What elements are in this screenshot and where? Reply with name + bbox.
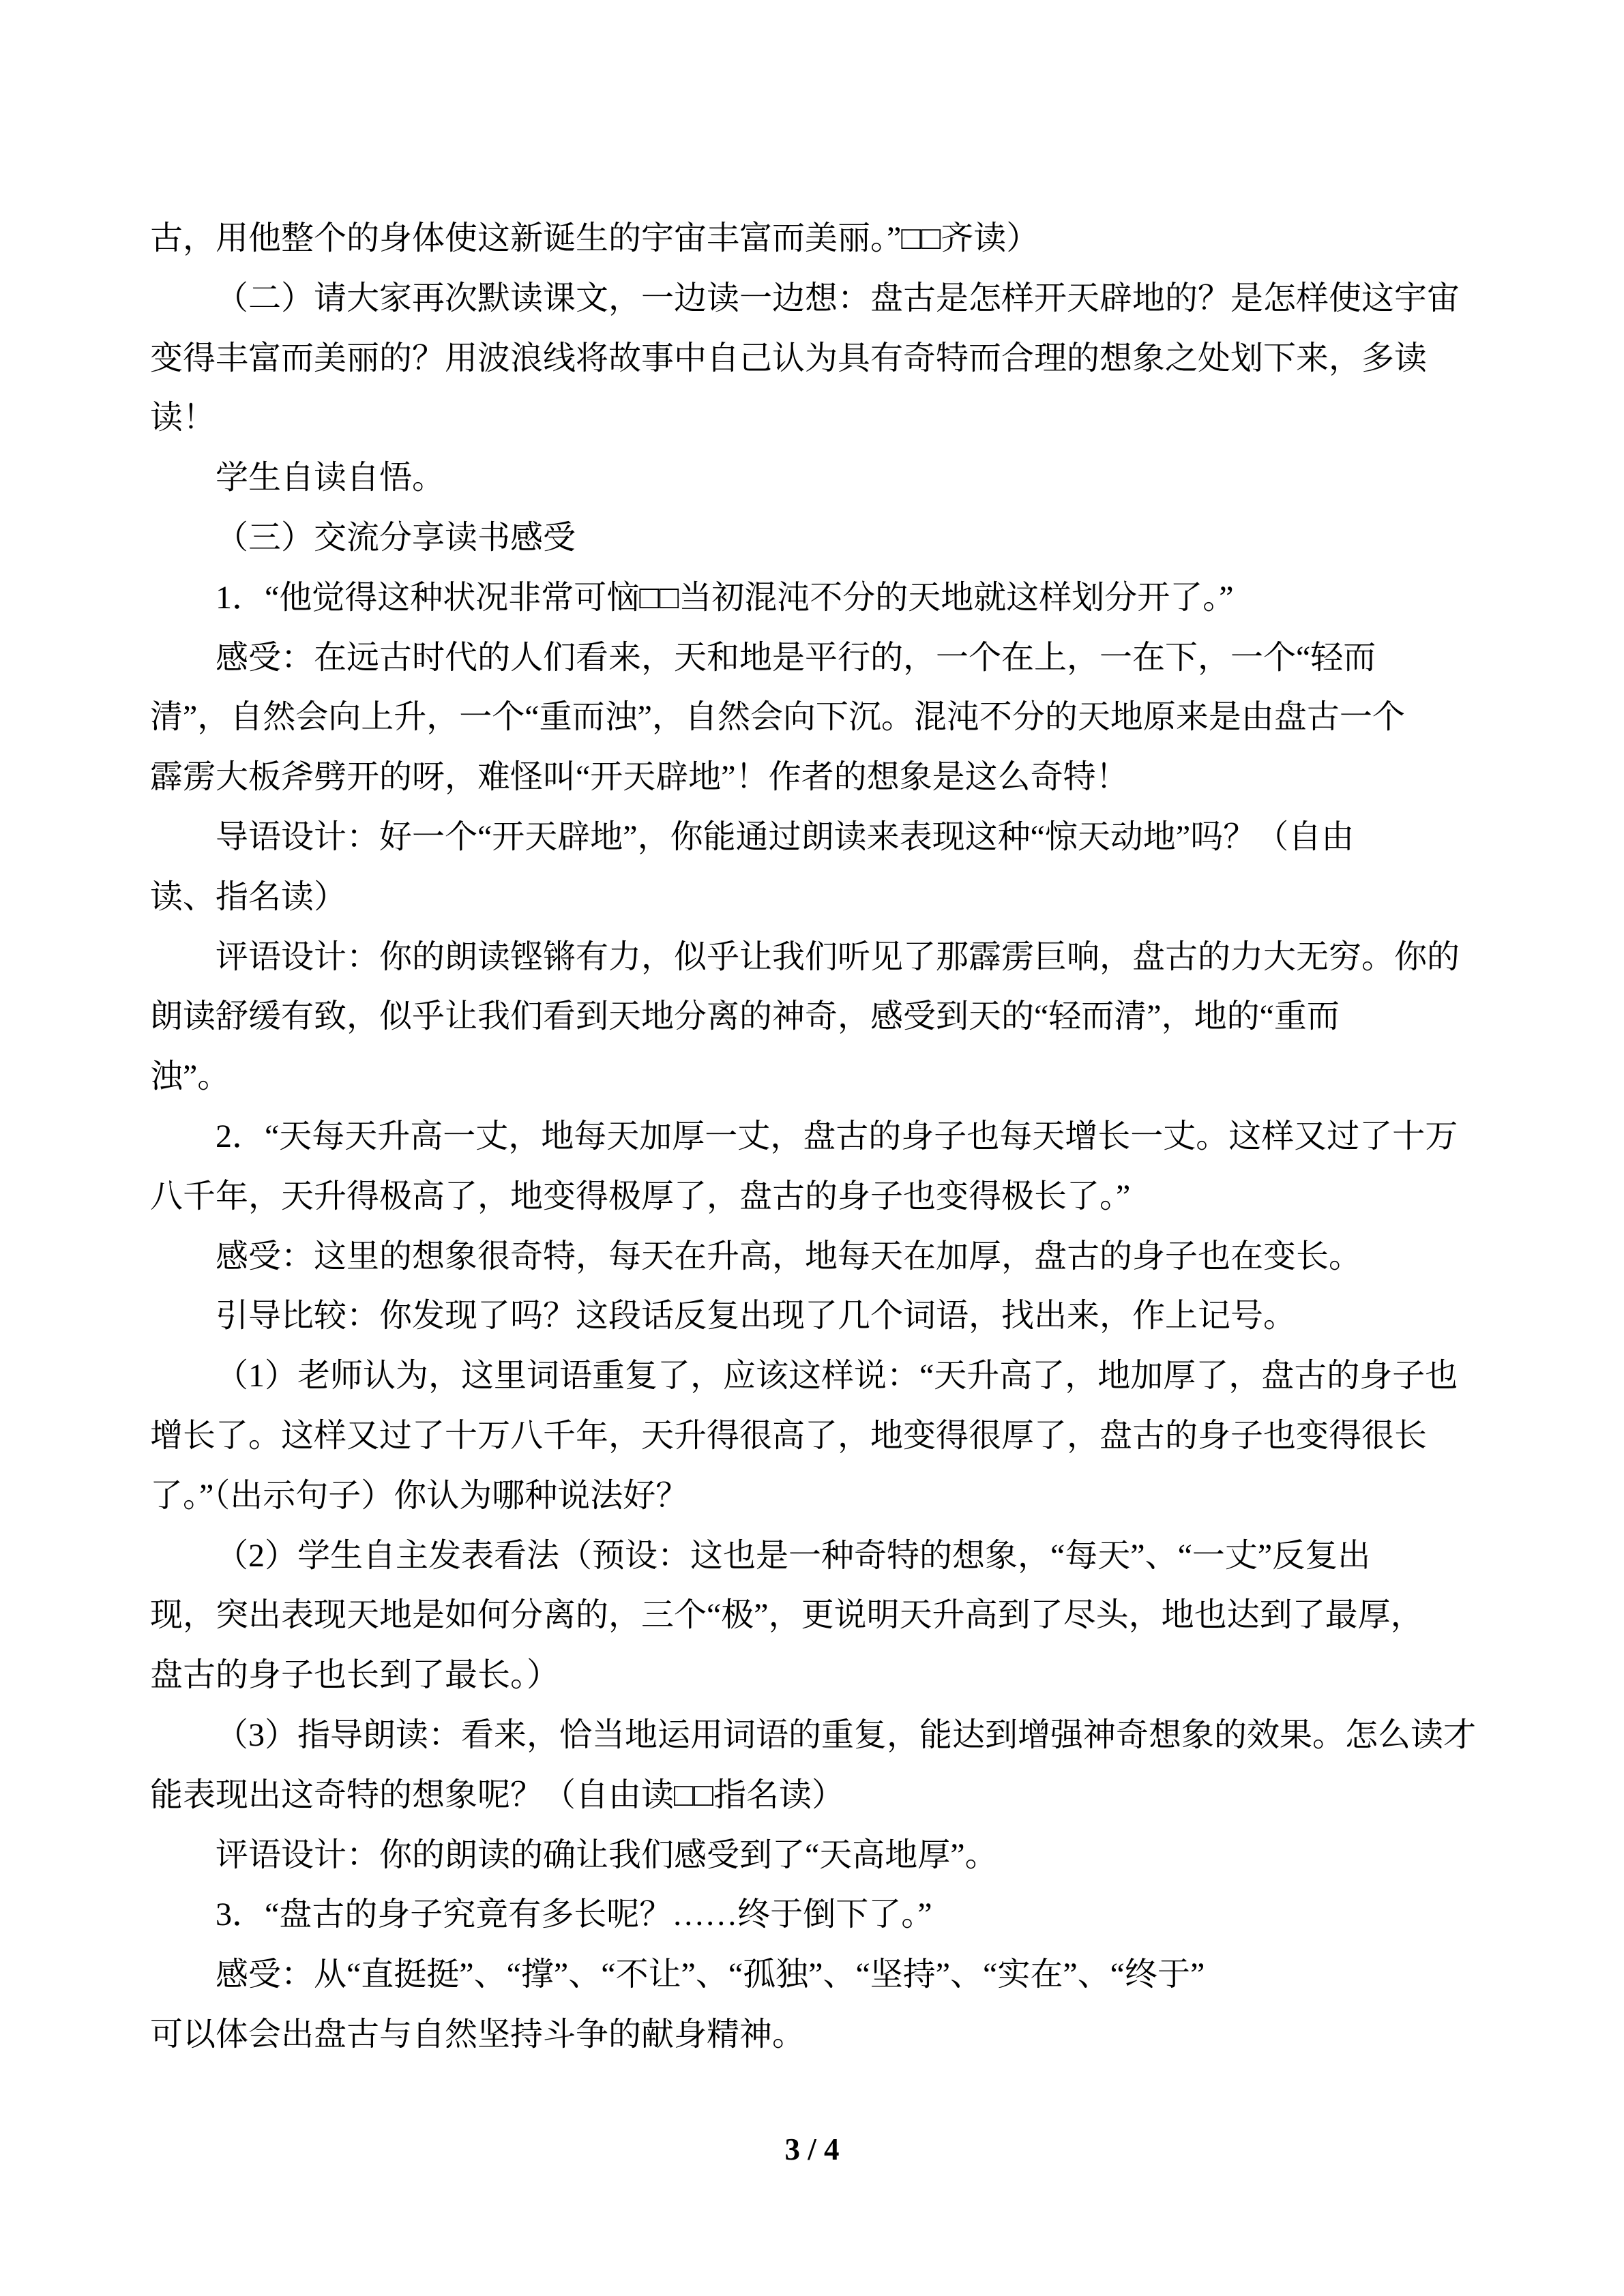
document-line: （3）指导朗读：看来，恰当地运用词语的重复，能达到增强神奇想象的效果。怎么读才 <box>216 1716 1477 1753</box>
document-line: 3．“盘古的身子究竟有多长呢？……终于倒下了。” <box>216 1896 932 1933</box>
document-line: （三）交流分享读书感受 <box>216 519 576 556</box>
document-line: 现，突出表现天地是如何分离的，三个“极”，更说明天升高到了尽头，地也达到了最厚， <box>150 1597 1423 1634</box>
document-line: 盘古的身子也长到了最长。） <box>150 1657 560 1694</box>
document-line: 读！ <box>150 400 216 436</box>
document-line: 古，用他整个的身体使这新诞生的宇宙丰富而美丽。”□□齐读） <box>150 220 1039 256</box>
document-line: 评语设计：你的朗读的确让我们感受到了“天高地厚”。 <box>216 1836 998 1873</box>
document-line: 浊”。 <box>150 1058 231 1095</box>
document-line: 1．“他觉得这种状况非常可恼□□当初混沌不分的天地就这样划分开了。” <box>216 579 1234 616</box>
document-line: 增长了。这样又过了十万八千年，天升得很高了，地变得很厚了，盘古的身子也变得很长 <box>150 1417 1428 1454</box>
document-line: 朗读舒缓有致，似乎让我们看到天地分离的神奇，感受到天的“轻而清”，地的“重而 <box>150 998 1340 1035</box>
document-line: 能表现出这奇特的想象呢？（自由读□□指名读） <box>150 1776 844 1813</box>
document-line: （二）请大家再次默读课文，一边读一边想：盘古是怎样开天辟地的？是怎样使这宇宙 <box>216 280 1460 316</box>
document-text <box>150 209 1514 2065</box>
document-line: 读、指名读） <box>150 878 347 915</box>
document-line: （1）老师认为，这里词语重复了，应该这样说：“天升高了，地加厚了，盘古的身子也 <box>216 1358 1458 1395</box>
document-line: 感受：在远古时代的人们看来，天和地是平行的，一个在上，一在下，一个“轻而 <box>216 639 1376 676</box>
document-line: 感受：这里的想象很奇特，每天在升高，地每天在加厚，盘古的身子也在变长。 <box>216 1238 1362 1274</box>
document-line: 导语设计：好一个“开天辟地”，你能通过朗读来表现这种“惊天动地”吗？（自由 <box>216 818 1355 855</box>
document-line: 霹雳大板斧劈开的呀，难怪叫“开天辟地”！作者的想象是这么奇特！ <box>150 759 1129 796</box>
document-line: 八千年，天升得极高了，地变得极厚了，盘古的身子也变得极长了。” <box>150 1178 1131 1214</box>
document-line: （2）学生自主发表看法（预设：这也是一种奇特的想象，“每天”、“一丈”反复出 <box>216 1537 1371 1574</box>
document-line: 感受：从“直挺挺”、“撑”、“不让”、“孤独”、“坚持”、“实在”、“终于” <box>216 1956 1205 1993</box>
document-line: 清”，自然会向上升，一个“重而浊”，自然会向下沉。混沌不分的天地原来是由盘古一个 <box>150 699 1405 736</box>
document-line: 学生自读自悟。 <box>216 460 445 496</box>
document-line: 可以体会出盘古与自然坚持斗争的献身精神。 <box>150 2016 806 2053</box>
document-line: 评语设计：你的朗读铿锵有力，似乎让我们听见了那霹雳巨响，盘古的力大无穷。你的 <box>216 938 1460 975</box>
page-number: 3 / 4 <box>784 2132 840 2166</box>
document-line: 了。”（出示句子）你认为哪种说法好？ <box>150 1477 689 1514</box>
document-line: 变得丰富而美丽的？用波浪线将故事中自己认为具有奇特而合理的想象之处划下来，多读 <box>150 340 1428 376</box>
document-line: 引导比较：你发现了吗？这段话反复出现了几个词语，找出来，作上记号。 <box>216 1298 1297 1335</box>
document-line: 2．“天每天升高一丈，地每天加厚一丈，盘古的身子也每天增长一丈。这样又过了十万 <box>216 1118 1458 1154</box>
